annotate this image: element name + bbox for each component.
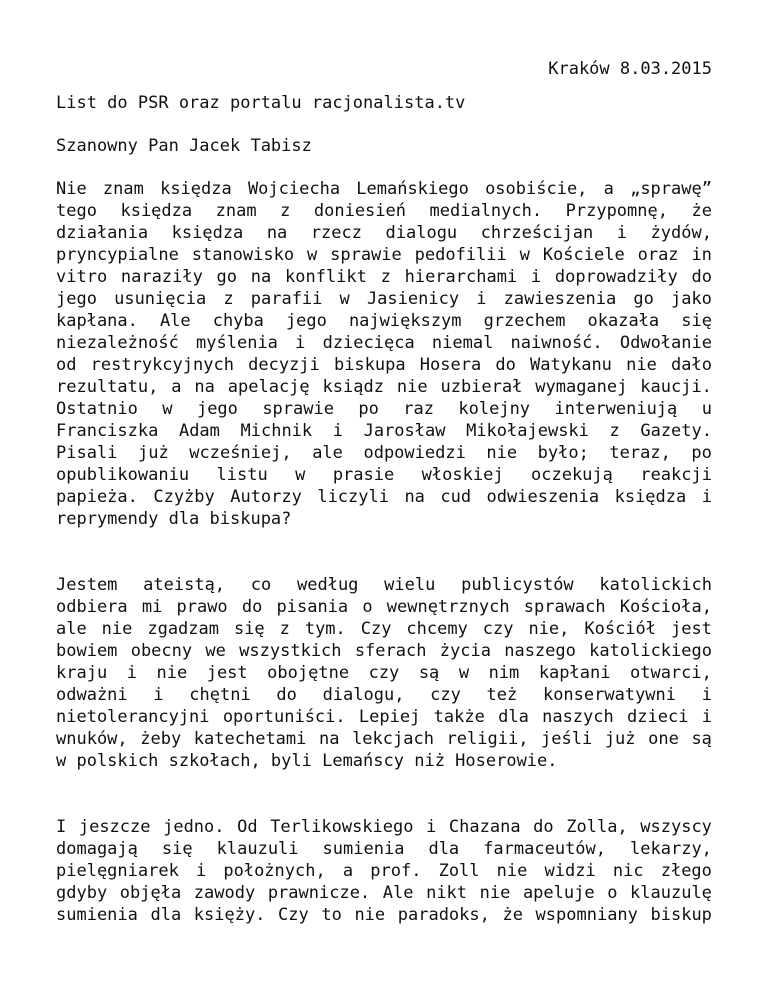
paragraph-line: w polskich szkołach, byli Lemańscy niż Hoserowie. <box>56 751 558 771</box>
paragraph-line: nietolerancyjni oportuniści. Lepiej także dla naszych dzieci i <box>56 707 712 727</box>
paragraph-line: rezultatu, a na apelację ksiądz nie uzbierał wymaganej kaucji. <box>56 377 712 397</box>
letter-date: Kraków 8.03.2015 <box>548 59 712 79</box>
paragraph-2 <box>56 574 712 772</box>
paragraph-line: jego usunięcia z parafii w Jasienicy i zawieszenia go jako <box>56 289 712 309</box>
paragraph-line: odważni i chętni do dialogu, czy też konserwatywni i <box>56 685 712 705</box>
paragraph-line: I jeszcze jedno. Od Terlikowskiego i Chazana do Zolla, wszyscy <box>56 817 712 837</box>
paragraph-line: Jestem ateistą, co według wielu publicystów katolickich <box>56 575 712 595</box>
paragraph-line: Ostatnio w jego sprawie po raz kolejny interweniują u <box>56 399 712 419</box>
paragraph-line: Pisali już wcześniej, ale odpowiedzi nie było; teraz, po <box>56 443 712 463</box>
paragraph-1 <box>56 178 712 530</box>
paragraph-line: niezależność myślenia i dziecięca niemal naiwność. Odwołanie <box>56 333 712 353</box>
paragraph-line: kapłana. Ale chyba jego największym grzechem okazała się <box>56 311 712 331</box>
paragraph-line: opublikowaniu listu w prasie włoskiej oczekują reakcji <box>56 465 712 485</box>
paragraph-line: od restrykcyjnych decyzji biskupa Hosera do Watykanu nie dało <box>56 355 712 375</box>
paragraph-line: wnuków, żeby katechetami na lekcjach religii, jeśli już one są <box>56 729 712 749</box>
letter-heading: List do PSR oraz portalu racjonalista.tv <box>56 93 466 113</box>
paragraph-line: gdyby objęła zawody prawnicze. Ale nikt nie apeluje o klauzulę <box>56 883 712 903</box>
paragraph-line: domagają się klauzuli sumienia dla farmaceutów, lekarzy, <box>56 839 712 859</box>
paragraph-line: Franciszka Adam Michnik i Jarosław Mikołajewski z Gazety. <box>56 421 712 441</box>
paragraph-line: tego księdza znam z doniesień medialnych. Przypomnę, że <box>56 201 712 221</box>
paragraph-line: odbiera mi prawo do pisania o wewnętrznych sprawach Kościoła, <box>56 597 712 617</box>
paragraph-line: reprymendy dla biskupa? <box>56 509 292 529</box>
paragraph-line: papieża. Czyżby Autorzy liczyli na cud odwieszenia księdza i <box>56 487 712 507</box>
paragraph-line: bowiem obecny we wszystkich sferach życia naszego katolickiego <box>56 641 712 661</box>
paragraph-line: Nie znam księdza Wojciecha Lemańskiego osobiście, a „sprawę” <box>56 179 712 199</box>
paragraph-line: pryncypialne stanowisko w sprawie pedofilii w Kościele oraz in <box>56 245 712 265</box>
paragraph-3 <box>56 816 712 926</box>
paragraph-line: sumienia dla księży. Czy to nie paradoks, że wspomniany biskup <box>56 905 712 925</box>
paragraph-line: vitro naraziły go na konflikt z hierarchami i doprowadziły do <box>56 267 712 287</box>
paragraph-line: kraju i nie jest obojętne czy są w nim kapłani otwarci, <box>56 663 712 683</box>
paragraph-line: pielęgniarek i położnych, a prof. Zoll nie widzi nic złego <box>56 861 712 881</box>
paragraph-line: działania księdza na rzecz dialogu chrześcijan i żydów, <box>56 223 712 243</box>
paragraph-line: ale nie zgadzam się z tym. Czy chcemy czy nie, Kościół jest <box>56 619 712 639</box>
letter-salutation: Szanowny Pan Jacek Tabisz <box>56 136 312 156</box>
